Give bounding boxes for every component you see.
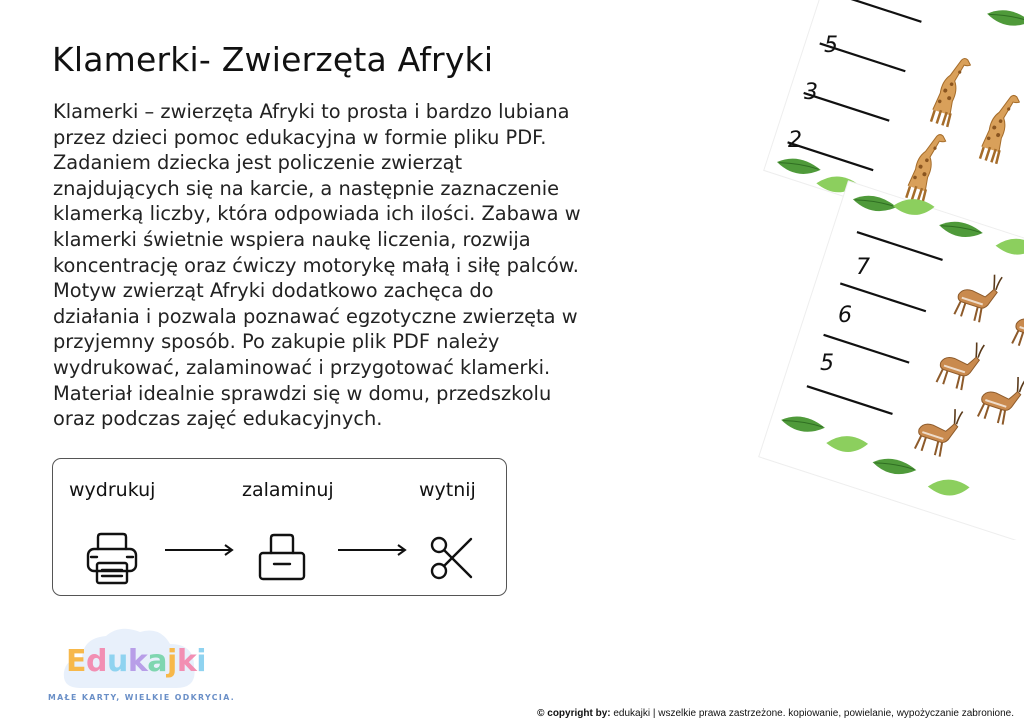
logo-letter: i: [196, 644, 207, 679]
logo-wordmark: [66, 644, 206, 679]
scissors-icon: [429, 535, 475, 581]
card-bottom: [759, 177, 1024, 540]
laminator-icon: [257, 531, 307, 583]
edukajki-logo: [48, 620, 236, 710]
product-description: Klamerki – zwierzęta Afryki to prosta i bardzo lubiana przez dzieci pomoc edukacyjna w formie pliku PDF. Zadaniem dziecka jest policzenie zwierząt znajdujących się na karcie, a następnie zaznaczenie klamerką liczby, która odpowiada ich ilości. Zabawa w klamerki świetnie wspiera naukę liczenia, rozwija koncentrację oraz ćwiczy motorykę małą i siłę palców. Motyw zwierząt Afryki dodatkowo zachęca do działania i pozwala poznawać egzotyczne zwierzęta w przyjemny sposób. Po zakupie plik PDF należy wydrukować, zalaminować i przygotować klamerki. Materiał idealnie sprawdzi się w domu, przedszkolu oraz podczas zajęć edukacyjnych.: [53, 100, 581, 431]
step-label-laminate: zalaminuj: [242, 479, 334, 501]
copyright-footer: [537, 708, 1014, 719]
steps-panel: [52, 458, 507, 596]
card-bottom-number: 6: [838, 303, 852, 328]
copyright-label: © copyright by:: [537, 708, 611, 719]
logo-letter: E: [66, 644, 86, 679]
card-top-number: 3: [804, 80, 818, 105]
arrow-right-icon: [163, 543, 235, 557]
step-label-print: wydrukuj: [69, 479, 156, 501]
logo-letter: k: [176, 644, 197, 679]
arrow-right-icon: [336, 543, 408, 557]
logo-letter: j: [167, 644, 177, 679]
page-title: Klamerki- Zwierzęta Afryki: [52, 40, 494, 79]
card-top-number: 5: [824, 33, 838, 58]
logo-letter: k: [127, 644, 148, 679]
card-bottom-number: 5: [820, 351, 834, 376]
logo-letter: a: [147, 644, 168, 679]
copyright-notice: wszelkie prawa zastrzeżone. kopiowanie, powielanie, wypożyczanie zabronione.: [658, 708, 1014, 719]
logo-letter: u: [106, 644, 128, 679]
logo-letter: d: [86, 644, 107, 679]
footer-separator: |: [652, 708, 656, 719]
card-preview: [700, 0, 1024, 540]
step-label-cut: wytnij: [419, 479, 476, 501]
copyright-owner: edukajki: [613, 708, 651, 719]
card-bottom-number: 7: [856, 255, 870, 280]
printer-icon: [85, 531, 139, 587]
logo-tagline: MAŁE KARTY, WIELKIE ODKRYCIA.: [48, 693, 236, 702]
card-top-number: 2: [788, 128, 802, 153]
card-preview-illustration: [700, 0, 1024, 540]
